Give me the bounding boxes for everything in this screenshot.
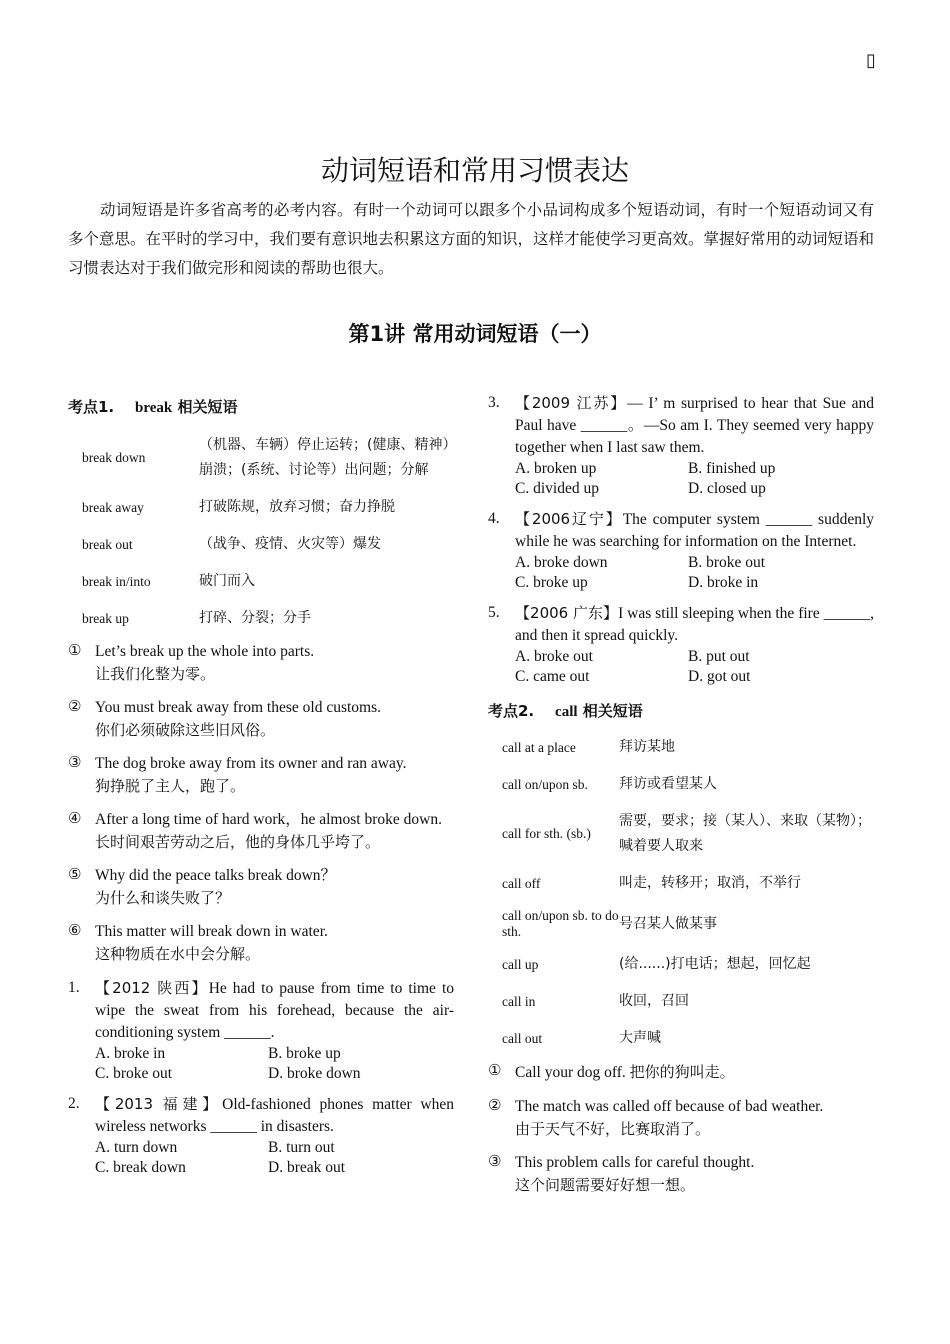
question-source: 【2006 广东】 [515,604,619,622]
example-chinese: 这个问题需要好好想一想。 [515,1176,696,1194]
example-number: ⑥ [68,921,82,939]
kp1-word: break [135,400,173,416]
kp2-heading [488,700,874,721]
example-item [488,1152,874,1196]
question-options [515,647,874,686]
example-item [68,865,454,909]
question-body [515,508,874,592]
question-source: 【2009 江苏】 [515,394,628,412]
right-column [488,392,874,1208]
phrase-en: break up [82,610,129,626]
option: A. broke down [515,554,608,571]
example-english: You must break away from these old customs. [95,699,382,716]
phrase-row [488,946,874,983]
example-english: This problem calls for careful thought. [515,1154,755,1171]
question-options [515,459,874,498]
example-english: This matter will break down in water. [95,923,328,940]
example-chinese: 让我们化整为零。 [95,665,216,683]
question-source: 【2013 福建】 [95,1095,223,1113]
example-body [95,865,454,909]
example-english: The match was called off because of bad weather. [515,1098,824,1115]
phrase-row [488,983,874,1020]
example-chinese: 把你的狗叫走。 [629,1063,735,1081]
corner-mark: ▯ [866,50,876,71]
option: B. turn out [268,1139,335,1156]
phrase-row [68,489,454,526]
option: A. broken up [515,460,597,477]
question-options [95,1138,454,1177]
example-body [95,697,454,741]
example-chinese: 为什么和谈失败了？ [95,889,231,907]
example-line [515,1061,874,1084]
question-number: 4. [488,510,500,527]
question-source: 【2012 陕西】 [95,979,209,997]
phrase-row [488,902,874,946]
phrase-en: break in/into [82,573,151,589]
example-chinese: 你们必须破除这些旧风俗。 [95,721,276,739]
option: A. broke in [95,1045,166,1062]
lecture-heading: 第1讲 常用动词短语（一） [348,322,602,346]
example-item [68,641,454,685]
example-body [515,1096,874,1140]
phrase-row [68,563,454,600]
option: A. turn down [95,1139,178,1156]
option: D. broke in [688,573,759,591]
question-text: Old-fashioned phones matter when wireless networks ______ in disasters. [95,1096,454,1135]
question-text: I was still sleeping when the fire ______, and then it spread quickly. [515,605,874,644]
phrase-cn: （机器、车辆）停止运转；(健康、精神）崩溃；(系统、讨论等）出问题；分解 [199,437,450,478]
example-chinese: 这种物质在水中会分解。 [95,945,261,963]
option: C. broke out [95,1064,173,1082]
option: D. break out [268,1158,346,1176]
example-english: The dog broke away from its owner and ran away. [95,755,407,772]
option: D. got out [688,667,751,685]
question-text: — I’ m surprised to hear that Sue and Paul have ______。—So am I. They seemed very happy together when I last saw them. [515,395,874,456]
questions-left [68,977,454,1177]
question-stem [515,508,874,553]
phrase-cn: 拜访或看望某人 [619,776,717,792]
example-number: ① [488,1061,502,1079]
questions-right [488,392,874,686]
option: C. divided up [515,479,599,497]
phrase-row [488,803,874,865]
phrase-cn: (给......)打电话；想起，回忆起 [619,956,811,972]
example-body [515,1152,874,1196]
example-number: ③ [68,753,82,771]
phrase-row [488,865,874,902]
phrase-en: break away [82,499,144,515]
question-stem [95,977,454,1044]
phrase-en: call for sth. (sb.) [502,826,591,841]
phrase-en: break down [82,450,146,465]
kp1-prefix: 考点1. [68,398,115,416]
phrase-cn: 大声喊 [619,1030,661,1046]
question-number: 2. [68,1095,80,1112]
question-number: 1. [68,979,80,996]
phrase-cn: 叫走，转移开；取消，不举行 [619,875,801,891]
example-number: ② [488,1096,502,1114]
question-stem [95,1093,454,1138]
example-body [95,753,454,797]
question-number: 5. [488,604,500,621]
example-chinese: 狗挣脱了主人，跑了。 [95,777,246,795]
question-number: 3. [488,394,500,411]
option: C. came out [515,667,590,685]
option: D. closed up [688,479,766,497]
phrase-en: call at a place [502,739,576,755]
example-number: ③ [488,1152,502,1170]
example-number: ④ [68,809,82,827]
page-title: 动词短语和常用习惯表达 [320,153,629,187]
question-stem [515,602,874,647]
phrase-cn: 破门而入 [199,573,255,589]
example-body [515,1061,874,1084]
kp1-examples [68,641,454,965]
phrase-en: call in [502,993,536,1009]
phrase-cn: 打破陈规，放弃习惯；奋力挣脱 [199,499,395,515]
question-text: The computer system ______ suddenly while he was searching for information on the Internet. [515,511,874,550]
kp2-phrase-table [488,729,874,1057]
question-stem [515,392,874,459]
phrase-en: call off [502,875,541,891]
phrase-row [68,427,454,489]
kp2-prefix: 考点2. [488,702,535,720]
question-item [488,508,874,592]
question-body [515,392,874,498]
example-item [488,1061,874,1084]
question-body [515,602,874,686]
phrase-row [68,526,454,563]
example-english: Why did the peace talks break down？ [95,867,337,884]
phrase-cn: 收回，召回 [619,993,689,1009]
option: B. broke up [268,1045,341,1062]
example-english: After a long time of hard work，he almost broke down. [95,811,442,828]
option: B. broke out [688,554,766,571]
phrase-cn: 打碎、分裂；分手 [199,610,311,626]
option: A. broke out [515,648,593,665]
intro-paragraph: 动词短语是许多省高考的必考内容。有时一个动词可以跟多个小品词构成多个短语动词，有时一个短语动词又有多个意思。在平时的学习中，我们要有意识地去积累这方面的知识，这样才能使学习更高效。掌握好常用的动词短语和习惯表达对于我们做完形和阅读的帮助也很大。 [68,201,875,277]
question-text: He had to pause from time to time to wipe the sweat from his forehead, because the air-conditioning system ______. [95,980,455,1041]
option: C. break down [95,1158,186,1176]
example-chinese: 长时间艰苦劳动之后，他的身体几乎垮了。 [95,833,381,851]
option: B. put out [688,648,750,665]
phrase-cn: （战争、疫情、火灾等）爆发 [199,536,381,552]
question-body [95,977,454,1083]
example-item [68,809,454,853]
question-options [95,1044,454,1083]
phrase-row [68,600,454,637]
kp2-examples [488,1061,874,1196]
phrase-cn: 拜访某地 [619,739,675,755]
kp2-word: call [555,704,578,720]
option: B. finished up [688,460,776,477]
example-body [95,641,454,685]
example-number: ① [68,641,82,659]
example-item [68,753,454,797]
example-number: ② [68,697,82,715]
phrase-cn: 号召某人做某事 [619,915,717,932]
example-item [488,1096,874,1140]
example-chinese: 由于天气不好，比赛取消了。 [515,1120,711,1138]
example-item [68,921,454,965]
kp2-suffix: 相关短语 [582,702,643,720]
phrase-en: call on/upon sb. [502,776,588,792]
option: C. broke up [515,573,588,591]
phrase-row [488,729,874,766]
left-column [68,396,454,1187]
phrase-en: break out [82,536,133,552]
question-item [68,1093,454,1177]
phrase-row [488,766,874,803]
question-options [515,553,874,592]
example-number: ⑤ [68,865,82,883]
question-item [488,392,874,498]
kp1-heading [68,396,454,417]
example-item [68,697,454,741]
question-item [68,977,454,1083]
example-english: Call your dog off. [515,1064,626,1081]
phrase-en: call out [502,1030,543,1046]
question-item [488,602,874,686]
kp1-phrase-table [68,427,454,637]
phrase-cn: 需要，要求；接（某人）、来取（某物）；喊着要人取来 [619,813,871,854]
phrase-row [488,1020,874,1057]
example-english: Let’s break up the whole into parts. [95,643,315,660]
example-body [95,809,454,853]
question-body [95,1093,454,1177]
example-body [95,921,454,965]
phrase-en: call on/upon sb. to do sth. [502,908,619,939]
kp1-suffix: 相关短语 [177,398,238,416]
question-source: 【2006辽宁】 [515,510,623,528]
option: D. broke down [268,1064,361,1082]
phrase-en: call up [502,956,539,972]
